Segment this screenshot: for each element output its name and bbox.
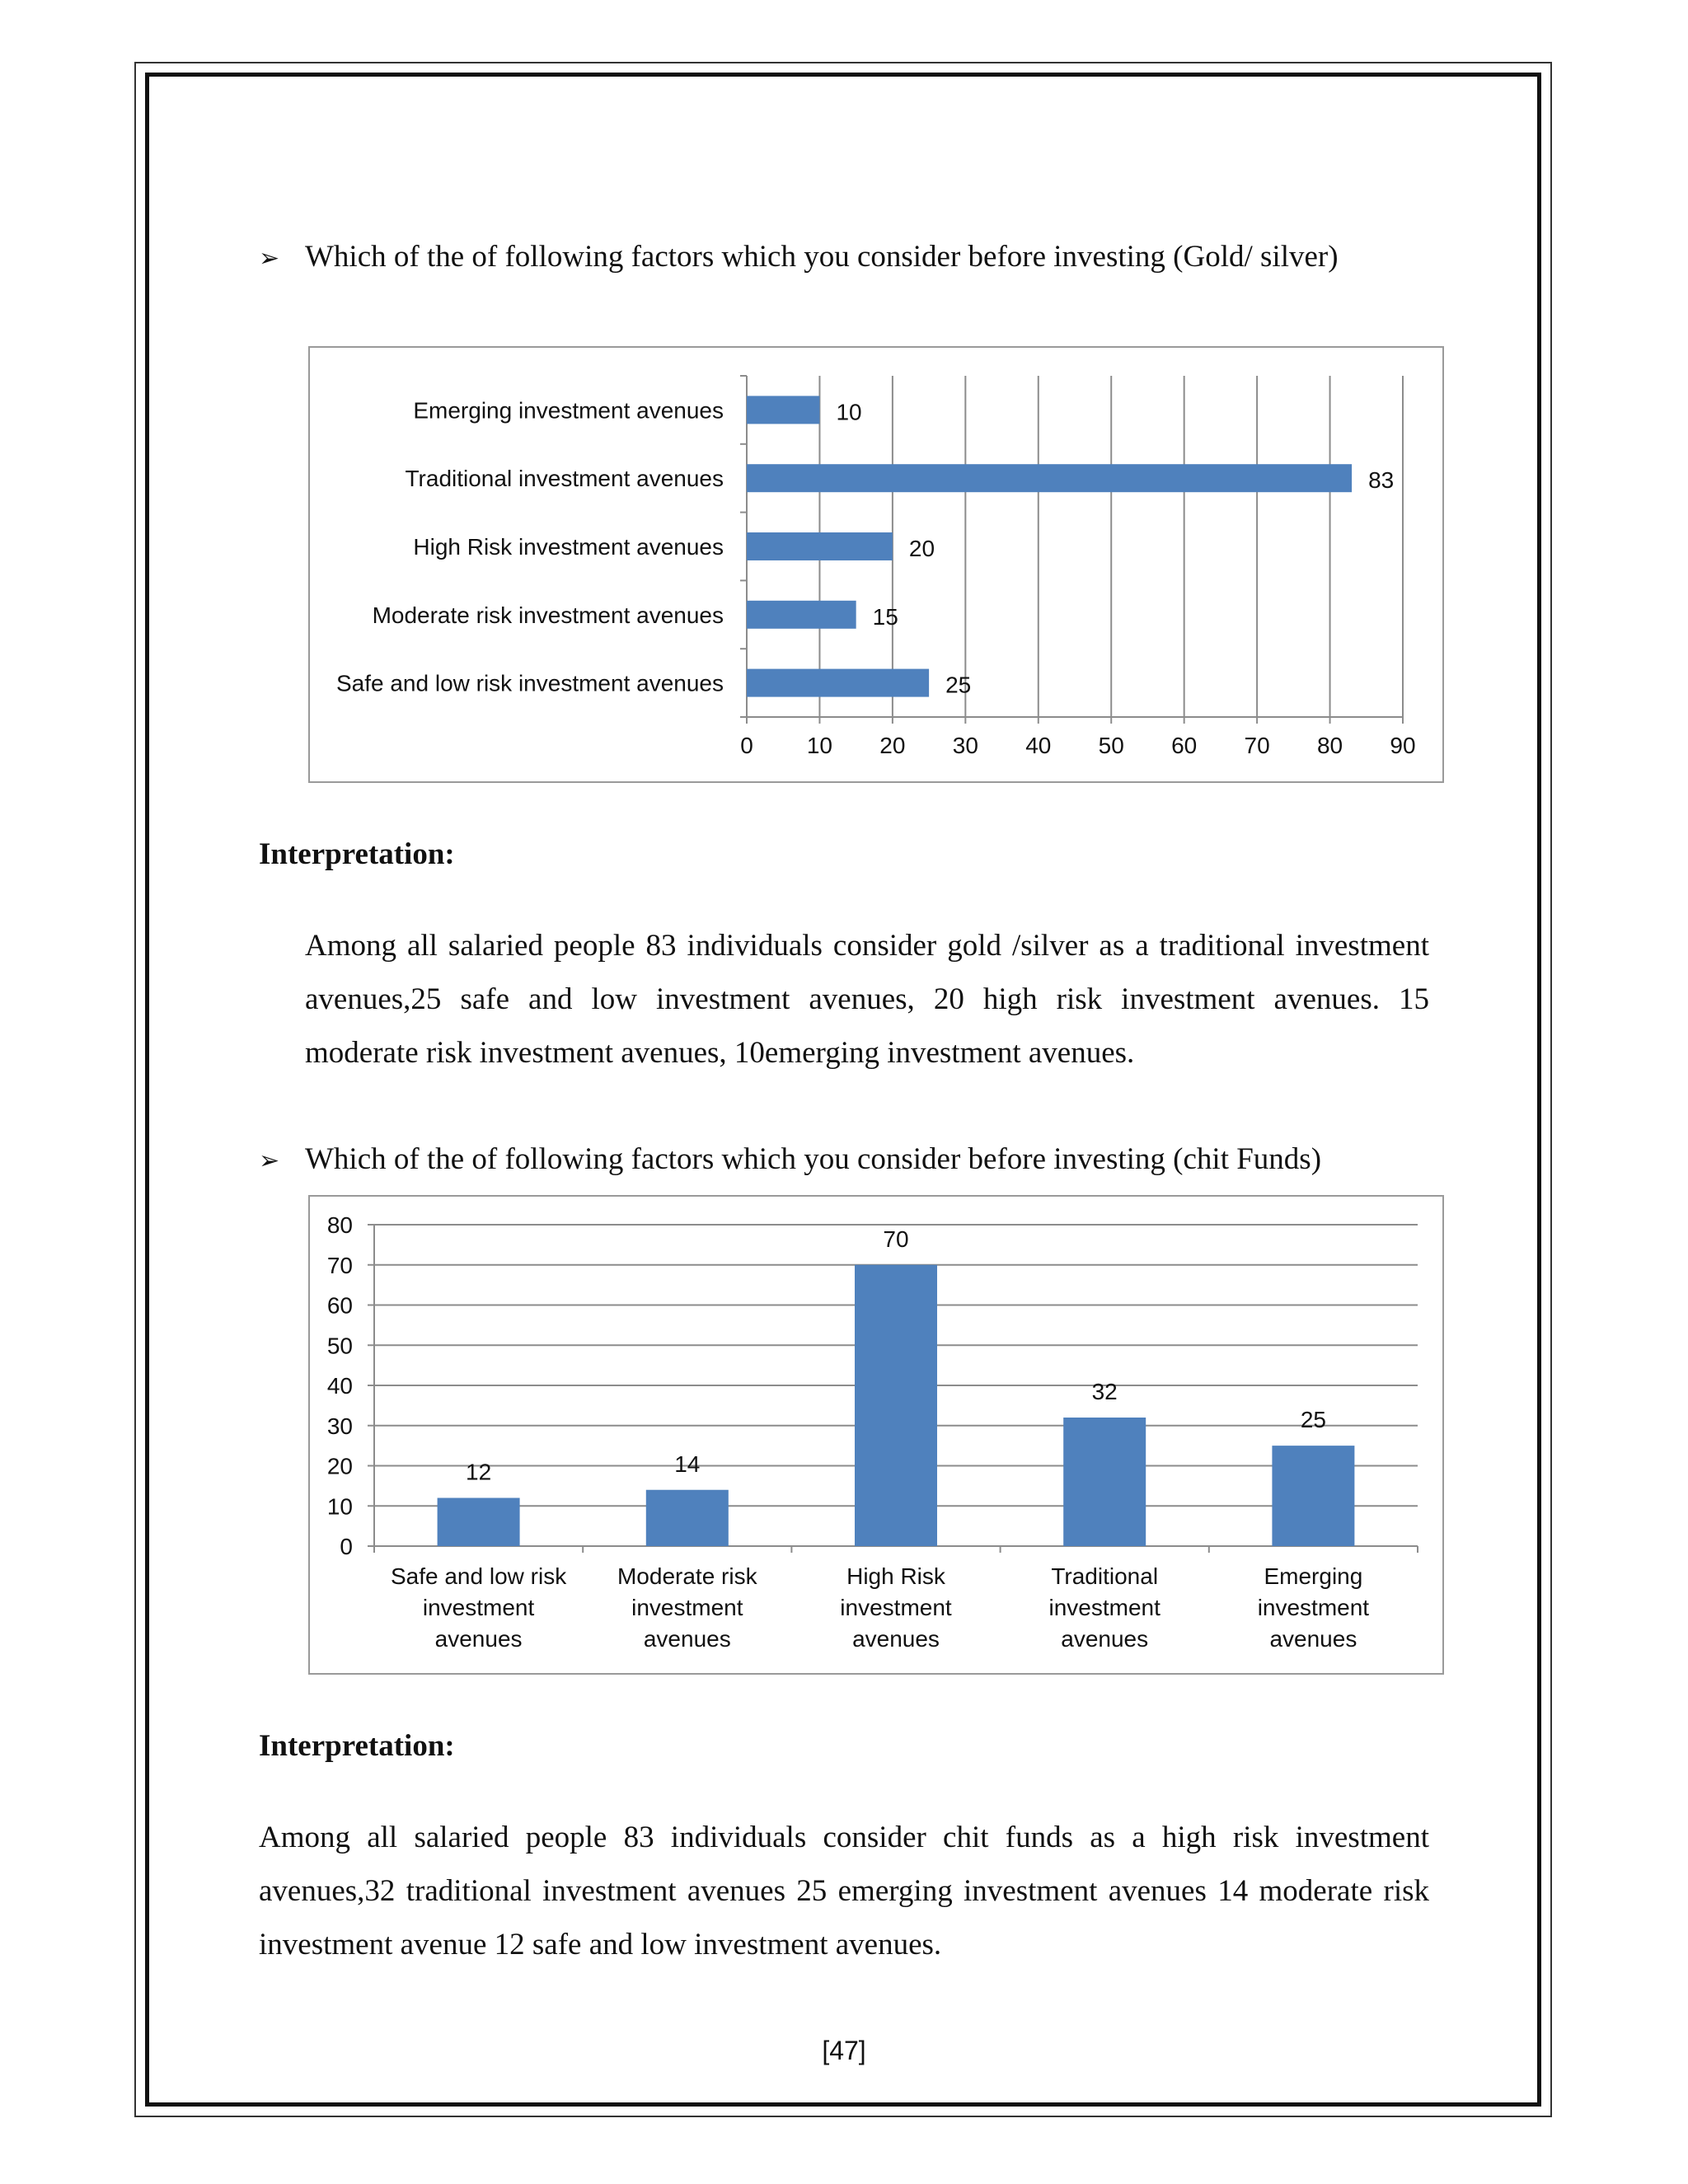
category-label: Safe and low risk — [390, 1563, 567, 1589]
bar — [855, 1265, 937, 1546]
y-tick-label: 50 — [326, 1333, 353, 1359]
interpretation-1-paragraph — [305, 919, 1429, 1080]
y-tick-label: 30 — [326, 1413, 353, 1439]
x-tick-label: 80 — [1316, 733, 1343, 758]
question-1 — [259, 239, 1339, 277]
question-2 — [259, 1141, 1321, 1179]
x-tick-label: 30 — [952, 733, 978, 758]
x-tick-label: 70 — [1244, 733, 1270, 758]
interpretation-2-paragraph — [259, 1811, 1429, 1971]
paragraph-line: moderate risk investment avenues, 10emerging investment avenues. — [305, 1036, 1135, 1070]
y-tick-label: 10 — [326, 1493, 353, 1520]
x-tick-label: 20 — [879, 733, 906, 758]
data-label: 15 — [872, 603, 898, 630]
bar — [646, 1490, 729, 1546]
bar — [747, 396, 819, 424]
category-label: Traditional — [1051, 1563, 1159, 1589]
data-label: 70 — [883, 1226, 909, 1252]
category-label: investment — [422, 1595, 535, 1620]
paragraph-line: Among all salaried people 83 individuals consider gold /silver as a traditional investment — [305, 929, 1429, 963]
category-label: Emerging — [1264, 1563, 1363, 1589]
category-label: Moderate risk investment avenues — [372, 602, 724, 628]
category-label: avenues — [434, 1626, 523, 1652]
bar — [1272, 1446, 1354, 1546]
category-label: Safe and low risk investment avenues — [335, 670, 724, 696]
paragraph-line: avenues,32 traditional investment avenues 25 emerging investment avenues 14 moderate risk — [259, 1874, 1429, 1908]
y-tick-label: 0 — [340, 1534, 353, 1559]
gold-silver-bar-chart — [310, 348, 1442, 781]
category-label: investment — [840, 1595, 952, 1620]
x-tick-label: 40 — [1025, 733, 1052, 758]
bar — [747, 464, 1352, 492]
category-label: investment — [1048, 1595, 1160, 1620]
category-label: High Risk — [846, 1563, 945, 1589]
bar — [747, 532, 893, 560]
interpretation-1-heading: Interpretation: — [259, 837, 455, 871]
data-label: 12 — [466, 1459, 492, 1485]
bullet-arrow-icon: ➢ — [259, 245, 280, 272]
x-tick-label: 10 — [806, 733, 833, 758]
paragraph-line: investment avenue 12 safe and low investment avenues. — [259, 1928, 942, 1961]
gold-silver-chart — [308, 346, 1444, 783]
chit-funds-chart — [308, 1195, 1444, 1675]
y-tick-label: 40 — [326, 1373, 353, 1399]
bar — [747, 669, 929, 697]
category-label: investment — [1257, 1595, 1370, 1620]
bullet-arrow-icon: ➢ — [259, 1147, 280, 1174]
bar — [438, 1498, 520, 1547]
data-label: 25 — [1300, 1407, 1326, 1433]
category-label: avenues — [1269, 1626, 1357, 1652]
question-1-text: Which of the of following factors which you consider before investing (Gold/ silver) — [305, 240, 1339, 274]
question-2-text: Which of the of following factors which you consider before investing (chit Funds) — [305, 1142, 1322, 1176]
data-label: 14 — [674, 1451, 701, 1477]
x-tick-label: 90 — [1390, 733, 1416, 758]
category-label: Emerging investment avenues — [413, 397, 724, 424]
page-number: [47] — [822, 2036, 866, 2065]
data-label: 32 — [1091, 1379, 1118, 1404]
x-tick-label: 0 — [740, 733, 753, 758]
category-label: High Risk investment avenues — [413, 534, 724, 560]
paragraph-line: avenues,25 safe and low investment avenues, 20 high risk investment avenues. 15 — [305, 982, 1429, 1016]
category-label: avenues — [852, 1626, 940, 1652]
data-label: 10 — [836, 399, 862, 425]
data-label: 20 — [908, 536, 935, 561]
y-tick-label: 70 — [326, 1252, 353, 1278]
category-label: avenues — [1061, 1626, 1149, 1652]
data-label: 25 — [945, 672, 972, 698]
y-tick-label: 80 — [326, 1212, 353, 1238]
category-label: Traditional investment avenues — [405, 466, 724, 492]
interpretation-2-heading: Interpretation: — [259, 1729, 455, 1763]
category-label: investment — [631, 1595, 743, 1620]
data-label: 83 — [1368, 467, 1395, 494]
chit-funds-bar-chart — [310, 1197, 1442, 1673]
category-label: Moderate risk — [617, 1563, 757, 1589]
x-tick-label: 50 — [1098, 733, 1124, 758]
paragraph-line: Among all salaried people 83 individuals consider chit funds as a high risk investment — [259, 1821, 1429, 1854]
bar — [1063, 1418, 1146, 1546]
category-label: avenues — [643, 1626, 731, 1652]
x-tick-label: 60 — [1171, 733, 1198, 758]
bar — [747, 601, 856, 629]
y-tick-label: 60 — [326, 1292, 353, 1319]
y-tick-label: 20 — [326, 1453, 353, 1479]
